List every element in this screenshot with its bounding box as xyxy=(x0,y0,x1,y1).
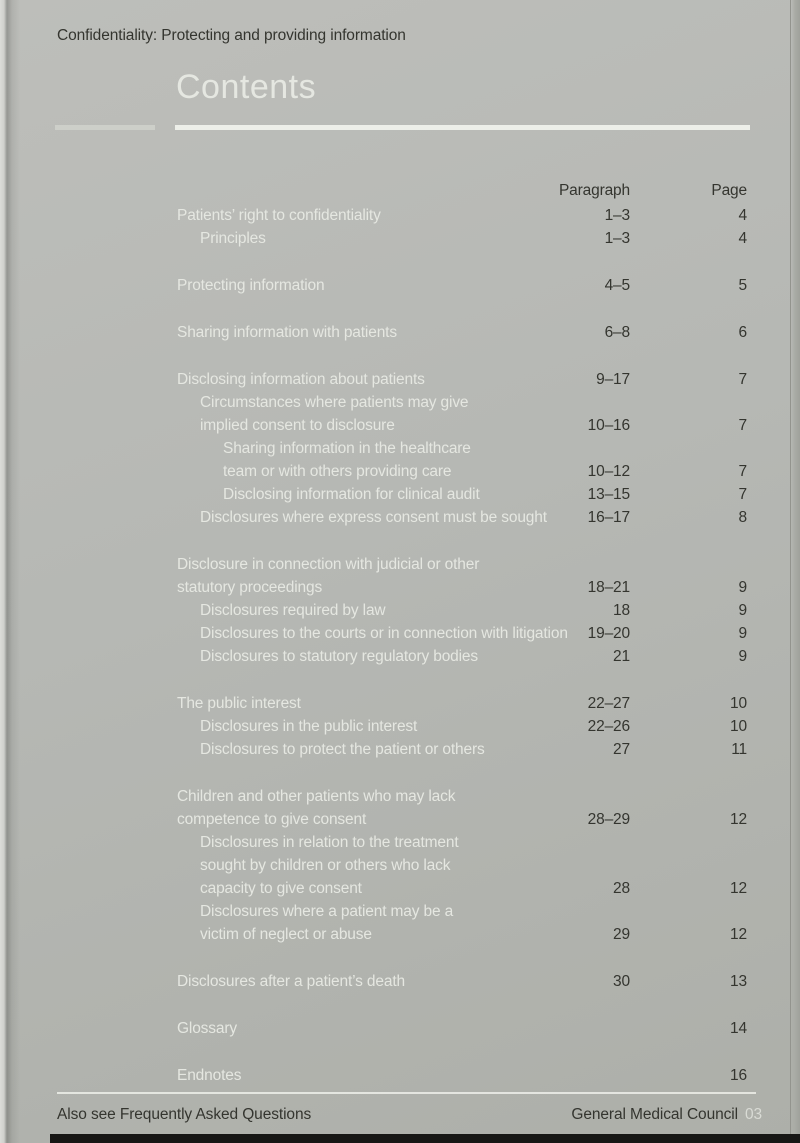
toc-title: Sharing information with patients xyxy=(177,324,397,341)
toc-paragraph-range: 1–3 xyxy=(604,207,630,224)
column-header-page: Page xyxy=(711,182,747,199)
toc-page-number: 7 xyxy=(738,371,747,388)
toc-title: Children and other patients who may lack xyxy=(177,788,456,805)
toc-page-number: 7 xyxy=(738,463,747,480)
toc-entry xyxy=(177,785,747,831)
toc-entry xyxy=(177,437,747,483)
toc-paragraph-range: 10–12 xyxy=(587,463,630,480)
toc-title: Glossary xyxy=(177,1020,237,1037)
toc-entry xyxy=(177,645,747,668)
toc-entry xyxy=(177,1017,747,1040)
toc-page-number: 9 xyxy=(738,602,747,619)
toc-title: Disclosures after a patient’s death xyxy=(177,973,405,990)
toc-column-headers xyxy=(177,179,747,202)
toc-title: sought by children or others who lack xyxy=(200,857,451,874)
column-header-paragraph: Paragraph xyxy=(558,182,630,199)
toc-entry xyxy=(177,227,747,250)
toc-entry xyxy=(177,321,747,344)
toc-paragraph-range: 6–8 xyxy=(604,324,630,341)
toc-entry-list xyxy=(177,204,747,1087)
page-number: 03 xyxy=(744,1106,762,1123)
toc-line xyxy=(177,808,747,831)
toc-entry xyxy=(177,1064,747,1087)
running-header: Confidentiality: Protecting and providing information xyxy=(57,27,406,44)
toc-title: Disclosures in the public interest xyxy=(200,718,418,735)
toc-title: Disclosing information about patients xyxy=(177,371,425,388)
toc-title: Sharing information in the healthcare xyxy=(223,440,471,457)
page-right-edge xyxy=(790,0,800,1143)
toc-line xyxy=(177,204,747,227)
toc-entry xyxy=(177,391,747,437)
toc-page-number: 13 xyxy=(730,973,747,990)
toc-entry xyxy=(177,204,747,227)
toc-line xyxy=(177,715,747,738)
toc-page-number: 12 xyxy=(730,880,747,897)
toc-entry xyxy=(177,506,747,529)
toc-page-number: 12 xyxy=(730,926,747,943)
toc-title: Disclosure in connection with judicial or other xyxy=(177,556,480,573)
toc-entry xyxy=(177,368,747,391)
toc-entry xyxy=(177,970,747,993)
toc-title: Protecting information xyxy=(177,277,325,294)
toc-entry xyxy=(177,274,747,297)
toc-line xyxy=(177,692,747,715)
toc-entry xyxy=(177,900,747,946)
footer-brand-group xyxy=(571,1106,762,1124)
toc-page-number: 16 xyxy=(730,1067,747,1084)
toc-page-number: 9 xyxy=(738,579,747,596)
footer-divider xyxy=(57,1092,756,1094)
page-left-edge xyxy=(0,0,20,1143)
toc-line xyxy=(177,970,747,993)
toc-line xyxy=(177,877,747,900)
toc-entry xyxy=(177,599,747,622)
toc-line xyxy=(177,1064,747,1087)
toc-line xyxy=(177,437,747,460)
toc-line xyxy=(177,227,747,250)
toc-line xyxy=(177,460,747,483)
toc-page-number: 10 xyxy=(730,695,747,712)
toc-page-number: 10 xyxy=(730,718,747,735)
toc-page-number: 9 xyxy=(738,648,747,665)
footer-note: Also see Frequently Asked Questions xyxy=(57,1106,312,1123)
toc-title: statutory proceedings xyxy=(177,579,323,596)
toc-line xyxy=(177,414,747,437)
toc-title: competence to give consent xyxy=(177,811,367,828)
toc-page-number: 4 xyxy=(738,230,747,247)
toc-line xyxy=(177,831,747,854)
toc-title: Principles xyxy=(200,230,266,247)
toc-title: team or with others providing care xyxy=(223,463,452,480)
divider-short xyxy=(55,125,155,130)
toc-paragraph-range: 19–20 xyxy=(587,625,630,642)
toc-page-number: 5 xyxy=(738,277,747,294)
toc-title: Disclosures where express consent must be sought xyxy=(200,509,547,526)
toc-page-number: 8 xyxy=(738,509,747,526)
toc-paragraph-range: 10–16 xyxy=(587,417,630,434)
toc-line xyxy=(177,576,747,599)
toc-paragraph-range: 28 xyxy=(613,880,630,897)
contents-heading: Contents xyxy=(176,68,317,106)
toc-line xyxy=(177,1017,747,1040)
toc-line xyxy=(177,923,747,946)
toc-paragraph-range: 1–3 xyxy=(604,230,630,247)
toc-title: Circumstances where patients may give xyxy=(200,394,469,411)
toc-line xyxy=(177,854,747,877)
toc-entry xyxy=(177,738,747,761)
toc-line xyxy=(177,391,747,414)
toc-entry xyxy=(177,553,747,599)
toc-page-number: 12 xyxy=(730,811,747,828)
toc-title: Disclosures in relation to the treatment xyxy=(200,834,459,851)
toc-line xyxy=(177,368,747,391)
footer-brand: General Medical Council xyxy=(571,1106,738,1123)
toc-title: Disclosing information for clinical audit xyxy=(223,486,480,503)
toc-line xyxy=(177,274,747,297)
toc-title: Disclosures where a patient may be a xyxy=(200,903,454,920)
divider-long xyxy=(175,125,750,130)
toc-paragraph-range: 18 xyxy=(613,602,630,619)
toc-line xyxy=(177,321,747,344)
toc-paragraph-range: 27 xyxy=(613,741,630,758)
toc-page-number: 14 xyxy=(730,1020,747,1037)
toc-line xyxy=(177,483,747,506)
toc-line xyxy=(177,785,747,808)
toc-line xyxy=(177,900,747,923)
toc-line xyxy=(177,622,747,645)
toc-title: capacity to give consent xyxy=(200,880,362,897)
toc-line xyxy=(177,738,747,761)
toc-paragraph-range: 22–27 xyxy=(587,695,630,712)
toc-page-number: 9 xyxy=(738,625,747,642)
toc-title: Patients’ right to confidentiality xyxy=(177,207,381,224)
toc-title: victim of neglect or abuse xyxy=(200,926,372,943)
toc-line xyxy=(177,553,747,576)
toc-title: The public interest xyxy=(177,695,301,712)
toc-paragraph-range: 21 xyxy=(613,648,630,665)
toc-paragraph-range: 30 xyxy=(613,973,630,990)
toc-title: Disclosures to statutory regulatory bodies xyxy=(200,648,478,665)
toc-entry xyxy=(177,692,747,715)
toc-paragraph-range: 4–5 xyxy=(604,277,630,294)
toc-paragraph-range: 29 xyxy=(613,926,630,943)
toc-page-number: 7 xyxy=(738,417,747,434)
toc-page-number: 7 xyxy=(738,486,747,503)
toc-paragraph-range: 13–15 xyxy=(587,486,630,503)
toc-title: Disclosures to protect the patient or others xyxy=(200,741,485,758)
toc-paragraph-range: 28–29 xyxy=(587,811,630,828)
scan-bottom-shadow xyxy=(50,1134,800,1143)
toc-line xyxy=(177,506,747,529)
toc-title: implied consent to disclosure xyxy=(200,417,395,434)
toc-title: Endnotes xyxy=(177,1067,242,1084)
toc-entry xyxy=(177,622,747,645)
toc-line xyxy=(177,645,747,668)
toc-page-number: 11 xyxy=(731,741,747,758)
toc-page-number: 4 xyxy=(738,207,747,224)
toc-paragraph-range: 16–17 xyxy=(587,509,630,526)
toc-entry xyxy=(177,715,747,738)
toc-entry xyxy=(177,483,747,506)
toc-entry xyxy=(177,831,747,900)
toc-paragraph-range: 22–26 xyxy=(587,718,630,735)
toc-paragraph-range: 9–17 xyxy=(596,371,630,388)
toc-page-number: 6 xyxy=(738,324,747,341)
toc-title: Disclosures required by law xyxy=(200,602,386,619)
toc-paragraph-range: 18–21 xyxy=(587,579,630,596)
toc-line xyxy=(177,599,747,622)
table-of-contents xyxy=(177,179,747,1087)
toc-title: Disclosures to the courts or in connection with litigation xyxy=(200,625,568,642)
